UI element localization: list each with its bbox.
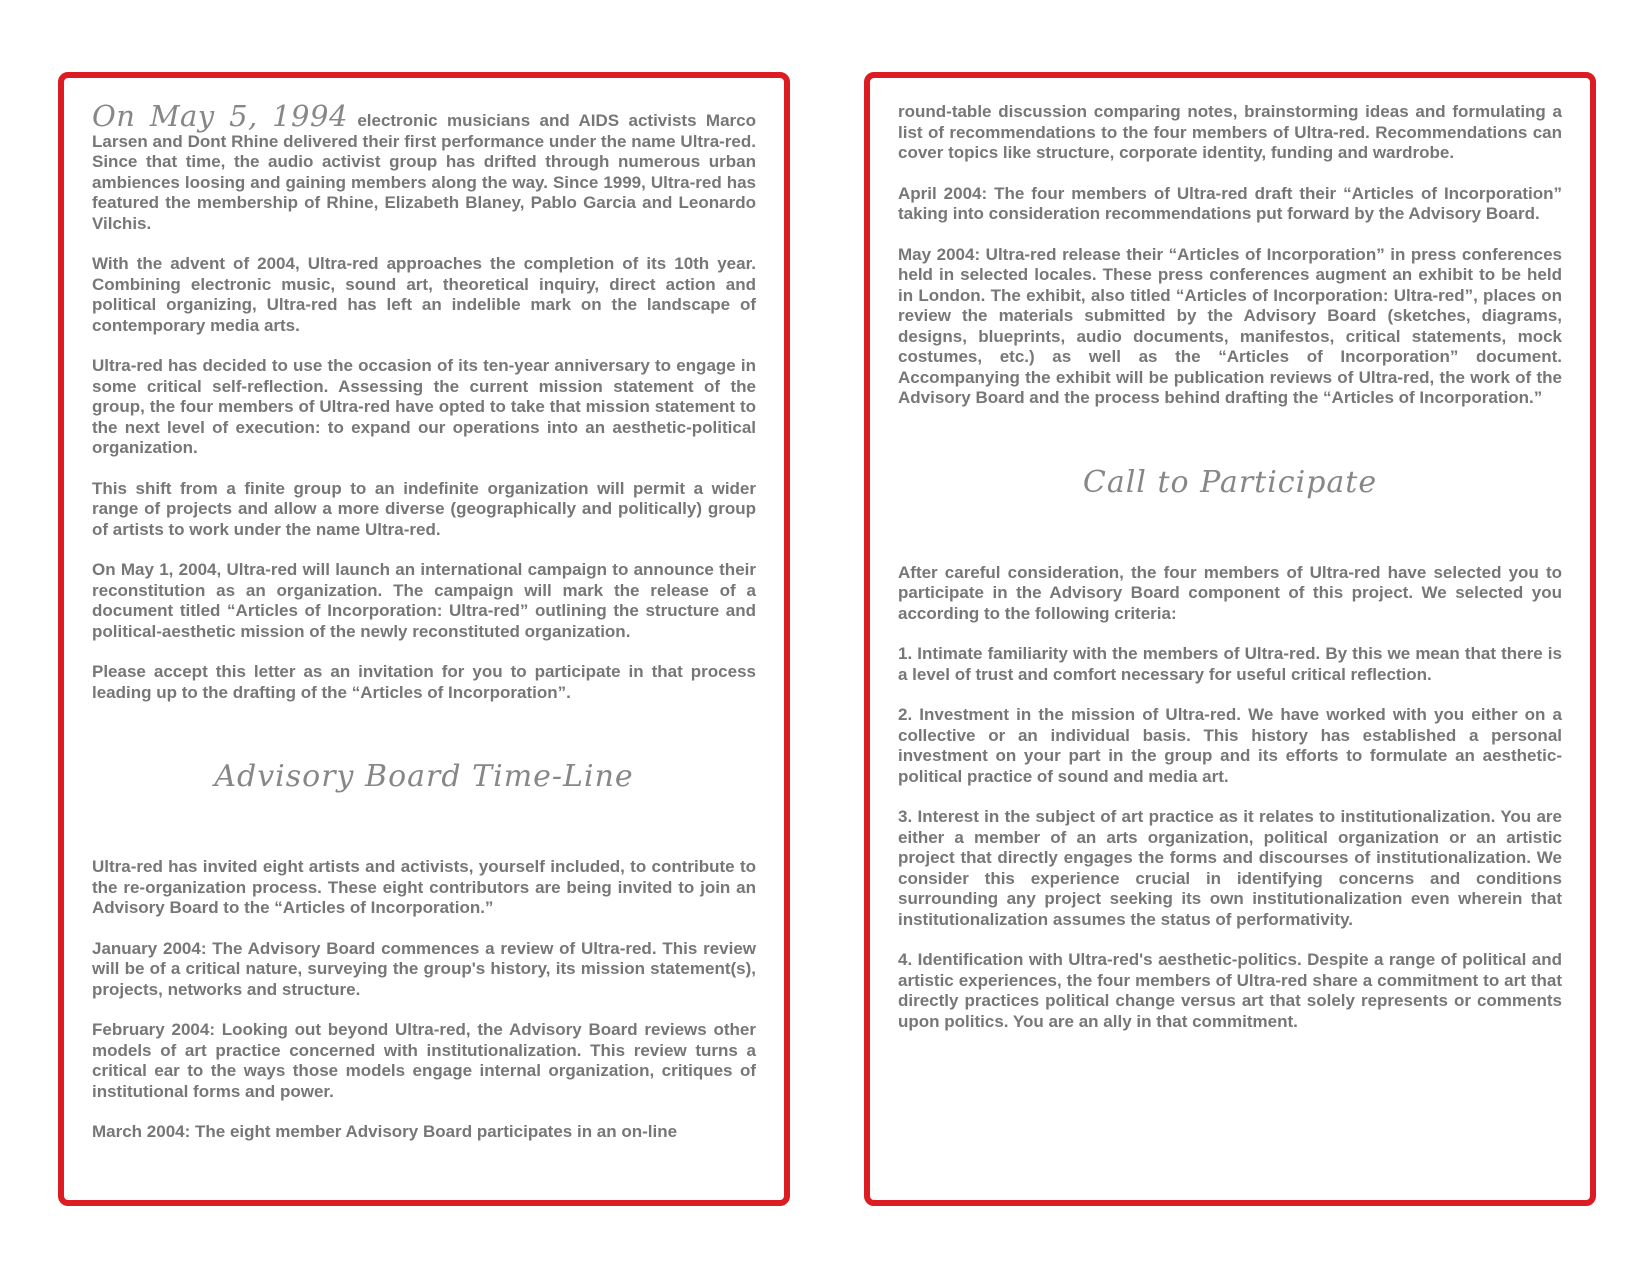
script-date-intro: On May 5, 1994 [92,99,348,133]
section-heading-call-to-participate: Call to Participate [1082,464,1378,500]
paragraph-advent-2004: With the advent of 2004, Ultra-red approaches the completion of its 10th year. Combining electronic music, sound art, theoretical inquiry, direct action and political organizing, Ultra-red has left an indelible mark on the landscape of contemporary media arts. [92,254,756,335]
criteria-item-4-identification: 4. Identification with Ultra-red's aesthetic-politics. Despite a range of political and artistic experiences, the four members of Ultra-red share a commitment to art that directly practices political change versus art that solely represents or comments upon politics. You are an ally in that commitment. [898,950,1562,1031]
timeline-entry-march-2004: March 2004: The eight member Advisory Board participates in an on-line [92,1122,678,1141]
lead-paragraph [92,99,756,234]
section-heading-advisory-board-timeline: Advisory Board Time-Line [214,759,634,794]
paragraph-invitation: Please accept this letter as an invitation for you to participate in that process leading up to the drafting of the “Articles of Incorporation”. [92,662,756,702]
criteria-item-3-interest: 3. Interest in the subject of art practice as it relates to institutionalization. You are either a member of an arts organization, political organization or an artistic project that directly engages the forms and discourses of institutionalization. We consider this experience crucial in identifying concerns and conditions surrounding any project seeking its own institutionalization even wherein that institutionalization assumes the status of performativity. [898,807,1562,929]
paragraph-selection-criteria-intro: After careful consideration, the four members of Ultra-red have selected you to participate in the Advisory Board component of this project. We selected you according to the following criteria: [898,562,1562,623]
paragraph-campaign-launch: On May 1, 2004, Ultra-red will launch an international campaign to announce their reconstitution as an organization. The campaign will mark the release of a document titled “Articles of Incorporation: Ultra-red” outlining the structure and political-aesthetic mission of the newly reconstituted organization. [92,560,756,641]
paragraph-round-table-continuation: round-table discussion comparing notes, brainstorming ideas and formulating a list of recommendations to the four members of Ultra-red. Recommendations can cover topics like structure, corporate identity, funding and wardrobe. [898,102,1562,162]
paragraph-eight-artists-invited: Ultra-red has invited eight artists and activists, yourself included, to contribute to the re-organization process. These eight contributors are being invited to join an Advisory Board to the “Articles of Incorporation.” [92,857,756,917]
paragraph-shift-finite-group: This shift from a finite group to an indefinite organization will permit a wider range of projects and allow a more diverse (geographically and politically) group of artists to work under the name Ultra-red. [92,478,756,539]
paragraph-ten-year-anniversary: Ultra-red has decided to use the occasion of its ten-year anniversary to engage in some critical self-reflection. Assessing the current mission statement of the group, the four members of Ultra-red have opted to take that mission statement to the next level of execution: to expand our operations into an aesthetic-political organization. [92,356,756,457]
timeline-entry-february-2004: February 2004: Looking out beyond Ultra-red, the Advisory Board reviews other models of art practice concerned with institutionalization. This review turns a critical ear to the ways those models engage internal organization, critiques of institutional forms and power. [92,1020,756,1101]
lead-paragraph-text: electronic musicians and AIDS activists Marco Larsen and Dont Rhine delivered their first performance under the name Ultra-red. Since that time, the audio activist group has drifted through numerous urban ambiences loosing and gaining members along the way. Since 1999, Ultra-red has featured the membership of Rhine, Elizabeth Blaney, Pablo Garcia and Leonardo Vilchis. [92,111,756,233]
page-right [864,72,1596,1206]
criteria-item-1-familiarity: 1. Intimate familiarity with the members of Ultra-red. By this we mean that there is a level of trust and comfort necessary for useful critical reflection. [898,644,1562,684]
timeline-entry-april-2004: April 2004: The four members of Ultra-red draft their “Articles of Incorporation” taking into consideration recommendations put forward by the Advisory Board. [898,183,1562,223]
criteria-item-2-investment: 2. Investment in the mission of Ultra-red. We have worked with you either on a collective or an individual basis. This history has established a personal investment on your part in the group and its efforts to formulate an aesthetic-political practice of sound and media art. [898,705,1562,786]
timeline-entry-may-2004: May 2004: Ultra-red release their “Articles of Incorporation” in press conferences held in selected locales. These press conferences augment an exhibit to be held in London. The exhibit, also titled “Articles of Incorporation: Ultra-red”, places on review the materials submitted by the Advisory Board (sketches, diagrams, designs, blueprints, audio documents, manifestos, critical statements, mock costumes, etc.) as well as the “Articles of Incorporation” document. Accompanying the exhibit will be publication reviews of Ultra-red, the work of the Advisory Board and the process behind drafting the “Articles of Incorporation.” [898,244,1562,407]
page-left [58,72,790,1206]
timeline-entry-january-2004: January 2004: The Advisory Board commences a review of Ultra-red. This review will be of a critical nature, surveying the group's history, its mission statement(s), projects, networks and structure. [92,938,756,999]
